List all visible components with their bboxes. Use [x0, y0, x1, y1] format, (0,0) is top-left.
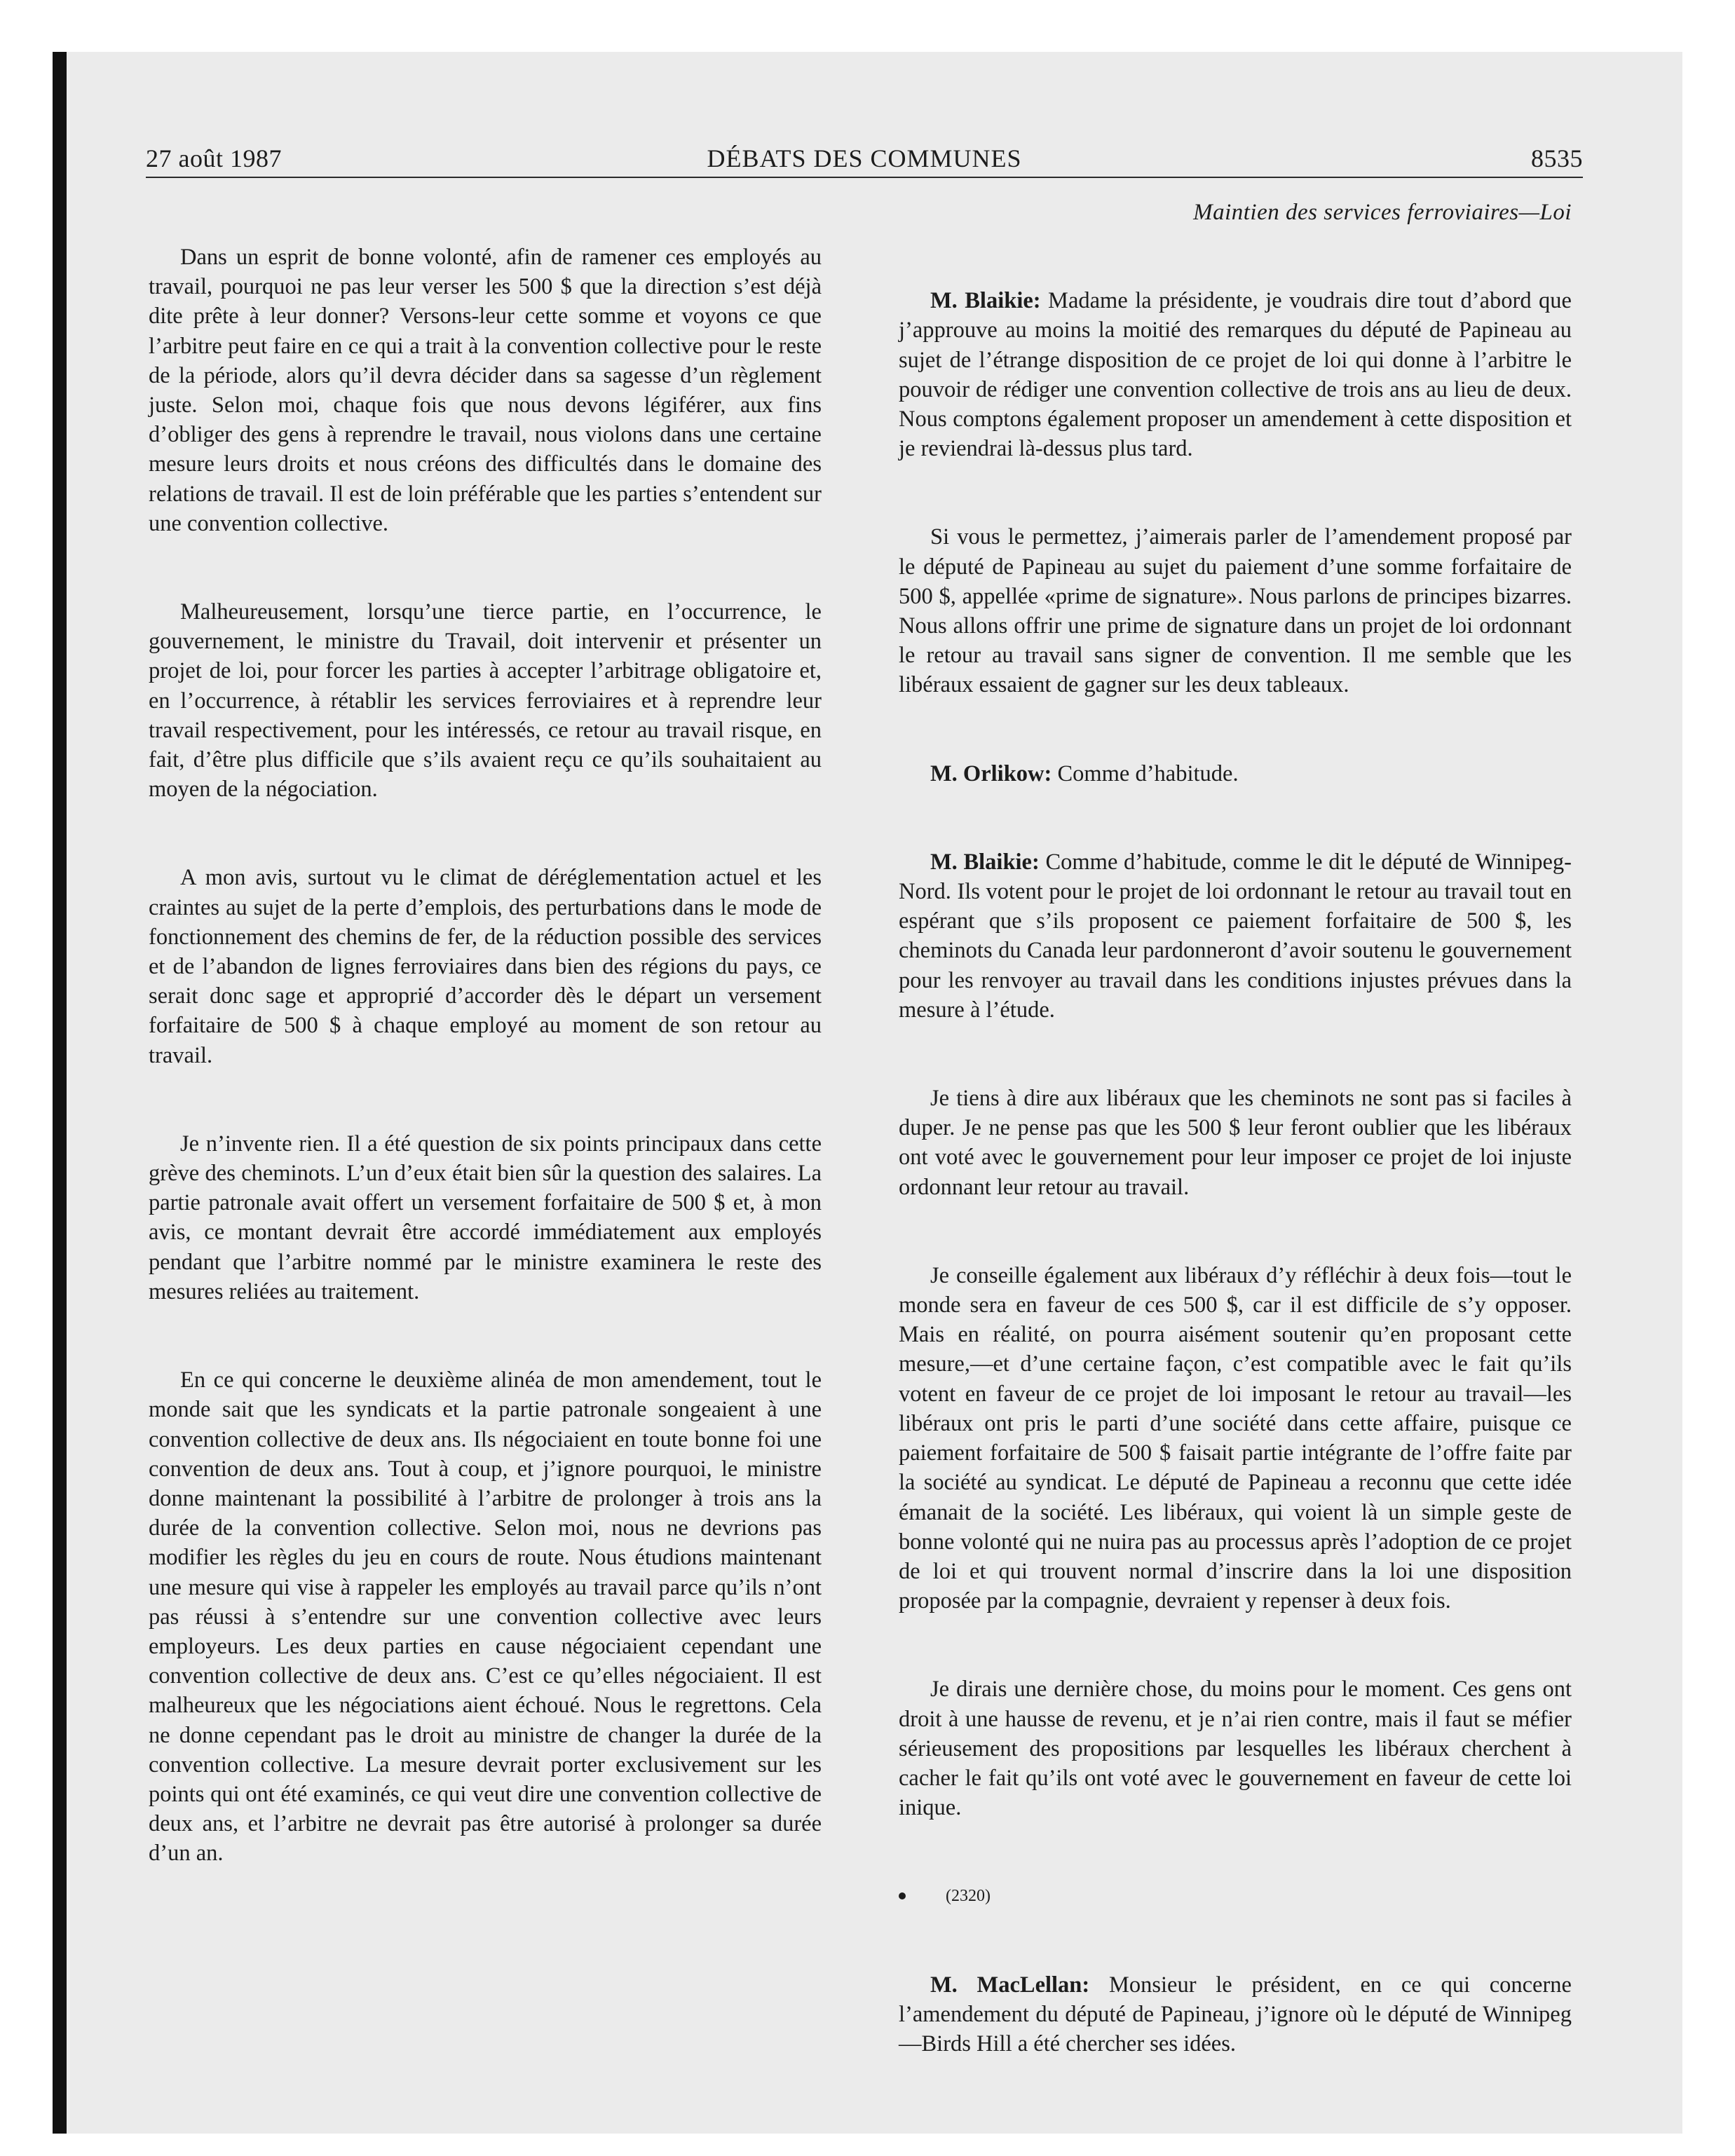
right-paragraph-3	[899, 759, 1572, 789]
left-paragraph-3: A mon avis, surtout vu le climat de déréglementation actuel et les craintes au sujet de la perte d’emplois, des perturbations dans le mode de fonctionnement des chemins de fer, de la réduction possible des services et de l’abandon de lignes ferroviaires dans bien des régions du pays, ce serait donc sage et approprié d’accorder dès le départ un versement forfaitaire de 500 $ à chaque employé au moment de son retour au travail.	[149, 865, 822, 1068]
section-title: Maintien des services ferroviaires—Loi	[1193, 200, 1572, 225]
right-paragraph-4	[899, 847, 1572, 1025]
right-paragraph-1	[899, 286, 1572, 463]
right-paragraph-7: Je dirais une dernière chose, du moins pour le moment. Ces gens ont droit à une hausse de revenu, et je n’ai rien contre, mais il faut se méfier sérieusement des propositions par lesquelles les libéraux cherchent à cacher le fait qu’ils ont voté avec le gouvernement en faveur de cette loi inique.	[899, 1677, 1572, 1821]
speaker-name: M. Orlikow:	[930, 760, 1052, 786]
scan-edge-bar	[53, 52, 67, 2134]
speech-text: Comme d’habitude, comme le dit le député de Winnipeg-Nord. Ils votent pour le projet de loi ordonnant le retour au travail tout en espérant que s’ils proposent ce paiement forfaitaire de 500 $, les cheminots du Canada leur pardonneront d’avoir soutenu le gouvernement pour les renvoyer au travail dans les conditions injustes prévues dans la mesure à l’étude.	[899, 849, 1572, 1023]
timestamp-text: (2320)	[946, 1887, 991, 1906]
left-paragraph-4: Je n’invente rien. Il a été question de six points principaux dans cette grève des cheminots. L’un d’eux était bien sûr la question des salaires. La partie patronale avait offert un versement forfaitaire de 500 $ et, à mon avis, ce montant devrait être accordé immédiatement aux employés pendant que l’arbitre nommé par le ministre examinera le reste des mesures reliées au traitement.	[149, 1131, 822, 1304]
speaker-name: M. MacLellan:	[930, 1972, 1090, 1998]
header-title: DÉBATS DES COMMUNES	[707, 144, 1022, 172]
speech-text: Monsieur le président, en ce qui concerne l’amendement du député de Papineau, j’ignore où le député de Winnipeg—Birds Hill a été chercher ses idées.	[899, 1972, 1572, 2056]
speech-text: Comme d’habitude.	[1052, 760, 1239, 786]
header-rule	[146, 177, 1583, 178]
left-paragraph-5: En ce qui concerne le deuxième alinéa de mon amendement, tout le monde sait que les syndicats et la partie patronale songeaient à une convention collective de deux ans. Ils négociaient en toute bonne foi une convention de deux ans. Tout à coup, et j’ignore pourquoi, le ministre donne maintenant la possibilité à l’arbitre de prolonger à trois ans la durée de la convention collective. Selon moi, nous ne devrions pas modifier les règles du jeu en cours de route. Nous étudions maintenant une mesure qui vise à rappeler les employés au travail parce qu’ils n’ont pas réussi à s’entendre sur une convention collective avec leurs employeurs. Les deux parties en cause négociaient cependant une convention collective de deux ans. C’est ce qu’elles négociaient. Il est malheureux que les négociations aient échoué. Nous le regrettons. Cela ne donne cependant pas le droit au ministre de changer la durée de la convention collective. La mesure devrait porter exclusivement sur les points qui ont été examinés, ce qui veut dire une convention collective de deux ans, et l’arbitre ne devrait pas être autorisé à prolonger sa durée d’un an.	[149, 1367, 822, 1867]
header-page-number: 8535	[1531, 144, 1583, 172]
left-paragraph-2: Malheureusement, lorsqu’une tierce partie, en l’occurrence, le gouvernement, le ministre du Travail, doit intervenir et présenter un projet de loi, pour forcer les parties à accepter l’arbitrage obligatoire et, en l’occurrence, à rétablir les services ferroviaires et à reprendre leur travail respectivement, pour les intéressés, ce retour au travail risque, en fait, d’être plus difficile que s’ils avaient reçu ce qu’ils souhaitaient au moyen de la négociation.	[149, 599, 822, 803]
right-paragraph-6: Je conseille également aux libéraux d’y réfléchir à deux fois—tout le monde sera en faveur de ces 500 $, car il est difficile de s’y opposer. Mais en réalité, on pourra aisément soutenir qu’en proposant cette mesure,—et d’une certaine façon, c’est compatible avec le fait qu’ils votent en faveur de ce projet de loi imposant le retour au travail—les libéraux ont pris le parti d’une société dans cette affaire, puisque ce paiement forfaitaire de 500 $ faisait partie intégrante de l’offre faite par la société au syndicat. Le député de Papineau a reconnu que cette idée émanait de la société. Les libéraux, qui voient là un simple geste de bonne volonté qui ne nuira pas au processus après l’adoption de ce projet de loi et qui trouvent normal d’inscrire dans la loi une disposition proposée par la compagnie, devraient y repenser à deux fois.	[899, 1262, 1572, 1614]
right-paragraph-2: Si vous le permettez, j’aimerais parler de l’amendement proposé par le député de Papineau au sujet du paiement d’une somme forfaitaire de 500 $, appellée «prime de signature». Nous parlons de principes bizarres. Nous allons offrir une prime de signature dans un projet de loi ordonnant le retour au travail sans signer de convention. Il me semble que les libéraux essaient de gagner sur les deux tableaux.	[899, 524, 1572, 698]
timestamp-marker	[899, 1881, 1572, 1911]
right-column	[899, 198, 1572, 2059]
page-header	[146, 144, 1583, 179]
left-column	[149, 243, 822, 1869]
bullet-dot-icon	[899, 1892, 906, 1899]
right-paragraph-5: Je tiens à dire aux libéraux que les cheminots ne sont pas si faciles à duper. Je ne pense pas que les 500 $ leur feront oublier que les libéraux ont voté avec le gouvernement pour leur imposer ce projet de loi injuste ordonnant leur retour au travail.	[899, 1086, 1572, 1200]
speech-text: Madame la présidente, je voudrais dire tout d’abord que j’approuve au moins la moitié des remarques du député de Papineau au sujet de l’étrange disposition de ce projet de loi qui donne à l’arbitre le pouvoir de rédiger une convention collective de trois ans au lieu de deux. Nous comptons également proposer un amendement à cette disposition et je reviendrai là-dessus plus tard.	[899, 288, 1572, 462]
left-paragraph-1: Dans un esprit de bonne volonté, afin de ramener ces employés au travail, pourquoi ne pas leur verser les 500 $ que la direction s’est déjà dite prête à leur donner? Versons-leur cette somme et voyons ce que l’arbitre peut faire en ce qui a trait à la convention collective pour le reste de la période, alors qu’il devra décider dans sa sagesse d’un règlement juste. Selon moi, chaque fois que nous devons légiférer, aux fins d’obliger des gens à reprendre le travail, nous violons dans une certaine mesure leurs droits et nous créons des difficultés dans le domaine des relations de travail. Il est de loin préférable que les parties s’entendent sur une convention collective.	[149, 245, 822, 536]
header-date: 27 août 1987	[146, 144, 282, 172]
speaker-name: M. Blaikie:	[930, 288, 1041, 314]
right-paragraph-8	[899, 1970, 1572, 2059]
speaker-name: M. Blaikie:	[930, 849, 1040, 875]
